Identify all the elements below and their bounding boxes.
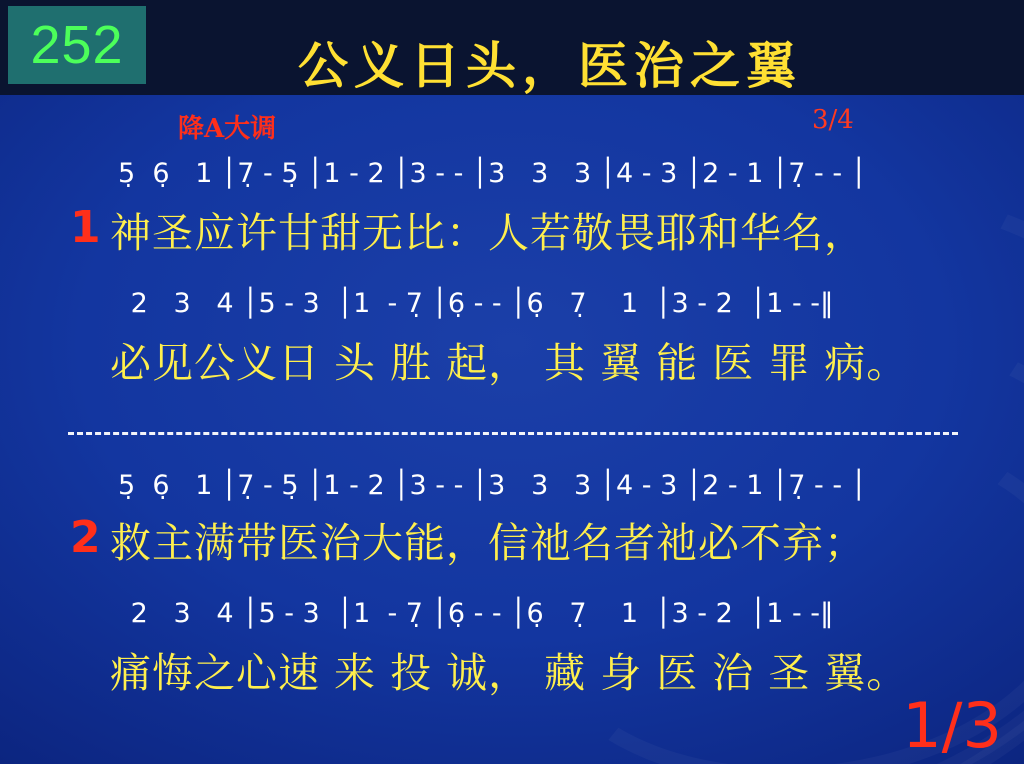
- section-divider: [68, 432, 958, 435]
- notation-line-v1-1: 5̣ 6̣ 1 │7̣ - 5̣ │1 - 2 │3 - - │3 3 3 │4 - 3 │2 - 1 │7̣ - - │: [118, 158, 867, 189]
- time-signature-label: 3/4: [812, 105, 854, 135]
- notation-line-v2-1: 5̣ 6̣ 1 │7̣ - 5̣ │1 - 2 │3 - - │3 3 3 │4 - 3 │2 - 1 │7̣ - - │: [118, 470, 867, 501]
- lyrics-line-v1-2: 必见公义日 头 胜 起， 其 翼 能 医 罪 病。: [110, 339, 909, 387]
- verse-number-1: 1: [70, 202, 101, 253]
- hymn-number-badge: 252: [8, 6, 146, 84]
- verse-number-2: 2: [70, 512, 101, 563]
- lyrics-line-v1-1: 神圣应许甘甜无比：人若敬畏耶和华名，: [110, 209, 866, 257]
- lyrics-line-v2-2: 痛悔之心速 来 投 诚， 藏 身 医 治 圣 翼。: [110, 649, 909, 697]
- lyrics-line-v2-1: 救主满带医治大能，信祂名者祂必不弃；: [110, 519, 866, 567]
- notation-line-v2-2: 2 3 4 │5 - 3 │1 - 7̣ │6̣ - - │6̣ 7̣ 1 │3 - 2 │1 - -‖: [122, 598, 834, 629]
- page-number: 1/3: [902, 689, 1002, 762]
- key-signature-label: 降A大调: [178, 114, 277, 144]
- notation-line-v1-2: 2 3 4 │5 - 3 │1 - 7̣ │6̣ - - │6̣ 7̣ 1 │3 - 2 │1 - -‖: [122, 288, 834, 319]
- page-title: 公义日头，医治之翼: [298, 37, 802, 95]
